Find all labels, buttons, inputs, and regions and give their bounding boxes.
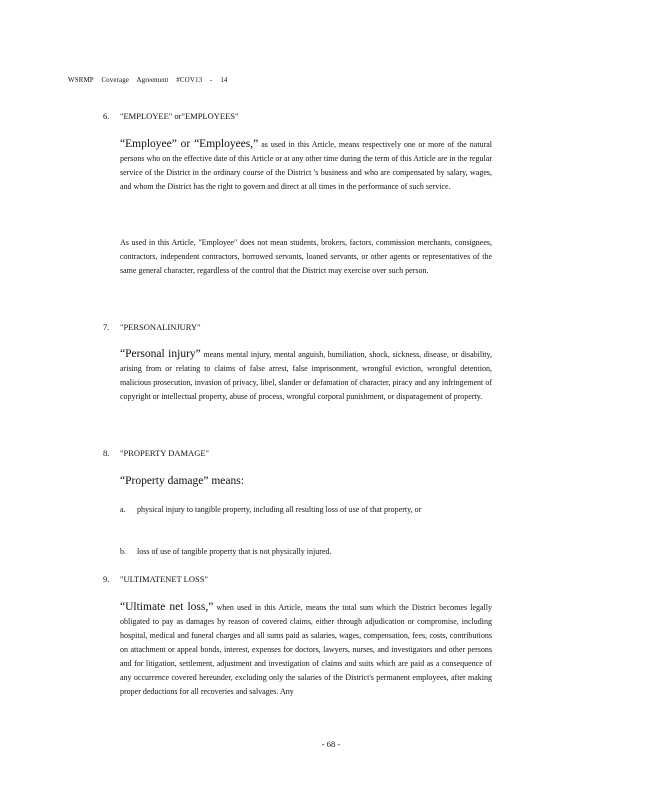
section-number: 8. — [103, 448, 110, 458]
definition-text: as used in this Article, means respectively one or more of the natural persons who on the effective date of this Article or at any other time during the term of this Article are in the regular service of the District in the ordinary course of the District 's business and who are compensated by salary, wages, and whom the District has the right to govern and direct at all times in the performance of such service. — [120, 140, 493, 191]
defined-term: “Ultimate net loss,” — [120, 601, 214, 613]
list-item — [120, 545, 492, 559]
definition-ultimate-net-loss — [120, 600, 492, 699]
definition-employee — [120, 137, 492, 194]
list-item-text: physical injury to tangible property, including all resulting loss of use of that property, or — [137, 505, 422, 514]
definition-text: means mental injury, mental anguish, humiliation, shock, sickness, disease, or disability, arising from or relating to claims of false arrest, false imprisonment, wrongful eviction, wrongful detention, malicious prosecution, invasion of privacy, libel, slander or defamation of character, piracy and any infringement of copyright or intellectual property, abuse of process, wrongful corporal punishment, or disparagement of property. — [120, 350, 492, 401]
list-item — [120, 503, 492, 517]
section-title: "PERSONALINJURY" — [120, 322, 201, 332]
section-heading-property-damage — [103, 448, 209, 458]
section-heading-ultimate-net-loss — [103, 574, 208, 584]
section-title: "PROPERTY DAMAGE" — [120, 448, 209, 458]
section-heading-employee — [103, 111, 238, 121]
definition-employee-exclusions — [120, 236, 492, 278]
list-marker: a. — [120, 505, 126, 514]
section-title: "ULTIMATENET LOSS" — [120, 574, 208, 584]
section-title: "EMPLOYEE" or"EMPLOYEES" — [120, 111, 239, 121]
defined-term: “Employee” or “Employees,” — [120, 138, 259, 150]
list-item-text: loss of use of tangible property that is not physically injured. — [137, 547, 332, 556]
section-number: 7. — [103, 322, 110, 332]
definition-text: when used in this Article, means the total sum which the District becomes legally obligated to pay as damages by reason of covered claims, either through adjudication or compromise, including hospital, medical and funeral charges and all sums paid as salaries, wages, compensation, fees, costs, contributions on attachment or appeal bonds, interest, expenses for doctors, lawyers, nurses, and investigators and other persons and for litigation, settlement, adjustment and investigation of claims and suits which are paid as a consequence of any occurrence covered hereunder, excluding only the salaries of the District's permanent employees, after making proper deductions for all recoveries and salvages. Any — [120, 603, 492, 696]
defined-term: “Personal injury” — [120, 348, 201, 360]
list-marker: b. — [120, 547, 126, 556]
section-heading-personal-injury — [103, 322, 201, 332]
page-number: - 68 - — [321, 739, 341, 749]
defined-term: “Property damage” means: — [120, 475, 244, 487]
definition-property-damage — [120, 474, 492, 489]
section-number: 9. — [103, 574, 110, 584]
definition-personal-injury — [120, 347, 492, 404]
section-number: 6. — [103, 111, 110, 121]
page-header: WSRMP Coverage Agreement #COV13 - 14 — [68, 76, 228, 84]
definition-text: As used in this Article, "Employee" does not mean students, brokers, factors, commission merchants, consignees, contractors, independent contractors, borrowed servants, loaned servants, or other agents or representatives of the same general character, regardless of the control that the District may exercise over such person. — [120, 238, 492, 275]
